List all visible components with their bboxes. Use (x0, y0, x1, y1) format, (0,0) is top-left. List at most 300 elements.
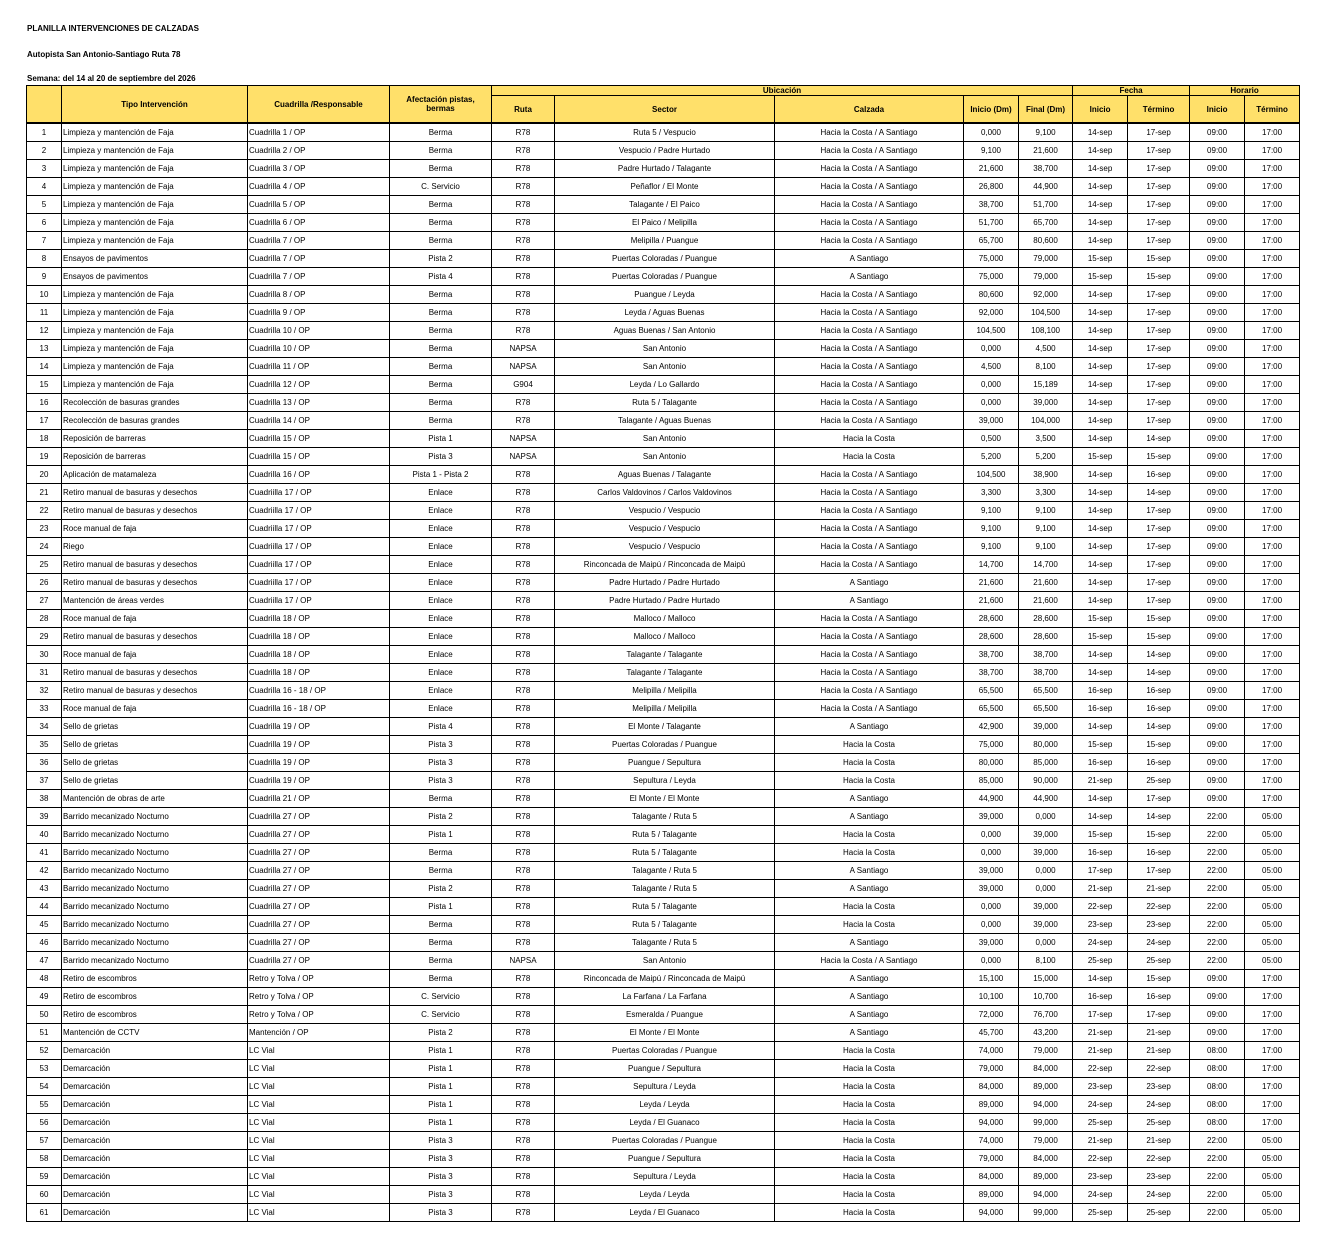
sector-cell: Malloco / Malloco (555, 610, 775, 628)
horario-inicio-cell: 09:00 (1190, 376, 1245, 394)
horario-termino-cell: 05:00 (1245, 916, 1300, 934)
inicio-dm-cell: 94,000 (964, 1204, 1019, 1222)
fecha-inicio-cell: 15-sep (1073, 628, 1128, 646)
calzada-cell: A Santiago (775, 862, 964, 880)
fecha-termino-cell: 15-sep (1128, 610, 1190, 628)
final-dm-cell: 39,000 (1019, 898, 1073, 916)
table-row (27, 538, 1300, 556)
horario-termino-cell: 17:00 (1245, 214, 1300, 232)
row-number: 37 (27, 772, 62, 790)
horario-inicio-cell: 22:00 (1190, 1150, 1245, 1168)
calzada-cell: Hacia la Costa / A Santiago (775, 556, 964, 574)
final-dm-cell: 39,000 (1019, 394, 1073, 412)
final-dm-cell: 0,000 (1019, 862, 1073, 880)
fecha-inicio-cell: 15-sep (1073, 448, 1128, 466)
ruta-cell: R78 (492, 898, 555, 916)
inicio-dm-cell: 21,600 (964, 592, 1019, 610)
sector-cell: Talagante / Aguas Buenas (555, 412, 775, 430)
cuadrilla-cell: LC Vial (248, 1042, 390, 1060)
ruta-cell: R78 (492, 196, 555, 214)
final-dm-cell: 90,000 (1019, 772, 1073, 790)
inicio-dm-cell: 0,000 (964, 844, 1019, 862)
table-row (27, 232, 1300, 250)
cuadrilla-cell: Cuadrilla 15 / OP (248, 448, 390, 466)
fecha-inicio-cell: 22-sep (1073, 1060, 1128, 1078)
final-dm-cell: 9,100 (1019, 502, 1073, 520)
tipo-cell: Riego (62, 538, 248, 556)
afectacion-cell: Pista 1 - Pista 2 (390, 466, 492, 484)
table-row (27, 412, 1300, 430)
fecha-inicio-cell: 14-sep (1073, 232, 1128, 250)
cuadrilla-cell: Cuadrilla 18 / OP (248, 664, 390, 682)
final-dm-cell: 84,000 (1019, 1150, 1073, 1168)
inicio-dm-cell: 0,000 (964, 916, 1019, 934)
sector-cell: Melipilla / Melipilla (555, 682, 775, 700)
ruta-cell: R78 (492, 556, 555, 574)
fecha-termino-cell: 17-sep (1128, 340, 1190, 358)
calzada-cell: A Santiago (775, 574, 964, 592)
final-dm-cell: 85,000 (1019, 754, 1073, 772)
tipo-cell: Ensayos de pavimentos (62, 268, 248, 286)
cuadrilla-cell: LC Vial (248, 1186, 390, 1204)
row-number: 7 (27, 232, 62, 250)
inicio-dm-cell: 38,700 (964, 196, 1019, 214)
calzada-cell: Hacia la Costa / A Santiago (775, 538, 964, 556)
row-number: 36 (27, 754, 62, 772)
horario-inicio-cell: 22:00 (1190, 1204, 1245, 1222)
fecha-termino-cell: 15-sep (1128, 268, 1190, 286)
cuadrilla-cell: Cuadriilla 17 / OP (248, 520, 390, 538)
document-title: PLANILLA INTERVENCIONES DE CALZADAS (27, 24, 200, 33)
sector-cell: Talagante / Talagante (555, 664, 775, 682)
table-row (27, 682, 1300, 700)
fecha-inicio-cell: 17-sep (1073, 1006, 1128, 1024)
cuadrilla-cell: Retro y Tolva / OP (248, 1006, 390, 1024)
tipo-cell: Demarcación (62, 1168, 248, 1186)
tipo-cell: Limpieza y mantención de Faja (62, 123, 248, 142)
inicio-dm-cell: 39,000 (964, 862, 1019, 880)
tipo-cell: Recolección de basuras grandes (62, 394, 248, 412)
fecha-inicio-cell: 14-sep (1073, 214, 1128, 232)
col-horario-termino-header: Término (1245, 96, 1300, 124)
horario-termino-cell: 17:00 (1245, 1078, 1300, 1096)
inicio-dm-cell: 75,000 (964, 736, 1019, 754)
inicio-dm-cell: 89,000 (964, 1186, 1019, 1204)
cuadrilla-cell: Cuadrilla 27 / OP (248, 826, 390, 844)
sector-cell: Puertas Coloradas / Puangue (555, 268, 775, 286)
ruta-cell: R78 (492, 1042, 555, 1060)
fecha-termino-cell: 17-sep (1128, 592, 1190, 610)
row-number: 16 (27, 394, 62, 412)
cuadrilla-cell: LC Vial (248, 1078, 390, 1096)
tipo-cell: Reposición de barreras (62, 448, 248, 466)
afectacion-cell: Berma (390, 214, 492, 232)
calzada-cell: Hacia la Costa / A Santiago (775, 466, 964, 484)
fecha-inicio-cell: 14-sep (1073, 466, 1128, 484)
sector-cell: Talagante / Talagante (555, 646, 775, 664)
horario-inicio-cell: 09:00 (1190, 196, 1245, 214)
afectacion-cell: Berma (390, 196, 492, 214)
final-dm-cell: 21,600 (1019, 574, 1073, 592)
cuadrilla-cell: Cuadriilla 17 / OP (248, 484, 390, 502)
fecha-termino-cell: 22-sep (1128, 898, 1190, 916)
cuadrilla-cell: LC Vial (248, 1132, 390, 1150)
horario-termino-cell: 17:00 (1245, 322, 1300, 340)
horario-termino-cell: 17:00 (1245, 430, 1300, 448)
table-row (27, 1150, 1300, 1168)
afectacion-cell: Pista 2 (390, 808, 492, 826)
fecha-inicio-cell: 14-sep (1073, 340, 1128, 358)
horario-inicio-cell: 22:00 (1190, 916, 1245, 934)
tipo-cell: Limpieza y mantención de Faja (62, 322, 248, 340)
sector-cell: Peñaflor / El Monte (555, 178, 775, 196)
row-number: 12 (27, 322, 62, 340)
horario-termino-cell: 17:00 (1245, 196, 1300, 214)
horario-termino-cell: 17:00 (1245, 1042, 1300, 1060)
cuadrilla-cell: Cuadrilla 15 / OP (248, 430, 390, 448)
calzada-cell: A Santiago (775, 718, 964, 736)
fecha-inicio-cell: 25-sep (1073, 1114, 1128, 1132)
final-dm-cell: 43,200 (1019, 1024, 1073, 1042)
fecha-termino-cell: 24-sep (1128, 1186, 1190, 1204)
table-row (27, 772, 1300, 790)
final-dm-cell: 3,500 (1019, 430, 1073, 448)
horario-termino-cell: 05:00 (1245, 808, 1300, 826)
row-number: 49 (27, 988, 62, 1006)
inicio-dm-cell: 9,100 (964, 142, 1019, 160)
horario-termino-cell: 17:00 (1245, 1024, 1300, 1042)
horario-termino-cell: 05:00 (1245, 880, 1300, 898)
final-dm-cell: 10,700 (1019, 988, 1073, 1006)
horario-inicio-cell: 09:00 (1190, 520, 1245, 538)
ruta-cell: G904 (492, 376, 555, 394)
sector-cell: Ruta 5 / Talagante (555, 916, 775, 934)
horario-inicio-cell: 09:00 (1190, 214, 1245, 232)
cuadrilla-cell: Cuadrilla 21 / OP (248, 790, 390, 808)
inicio-dm-cell: 38,700 (964, 664, 1019, 682)
inicio-dm-cell: 65,500 (964, 700, 1019, 718)
afectacion-cell: Pista 4 (390, 718, 492, 736)
afectacion-cell: Pista 3 (390, 772, 492, 790)
horario-inicio-cell: 09:00 (1190, 502, 1245, 520)
inicio-dm-cell: 0,000 (964, 898, 1019, 916)
fecha-termino-cell: 17-sep (1128, 178, 1190, 196)
cuadrilla-cell: Cuadriilla 17 / OP (248, 556, 390, 574)
afectacion-cell: Berma (390, 322, 492, 340)
row-number: 43 (27, 880, 62, 898)
sector-cell: Vespucio / Vespucio (555, 538, 775, 556)
afectacion-cell: Pista 2 (390, 880, 492, 898)
final-dm-cell: 94,000 (1019, 1186, 1073, 1204)
fecha-inicio-cell: 14-sep (1073, 502, 1128, 520)
fecha-termino-cell: 24-sep (1128, 1096, 1190, 1114)
row-number: 35 (27, 736, 62, 754)
fecha-inicio-cell: 14-sep (1073, 718, 1128, 736)
ruta-cell: R78 (492, 412, 555, 430)
final-dm-cell: 38,900 (1019, 466, 1073, 484)
fecha-termino-cell: 16-sep (1128, 754, 1190, 772)
row-number: 50 (27, 1006, 62, 1024)
horario-termino-cell: 17:00 (1245, 268, 1300, 286)
calzada-cell: Hacia la Costa / A Santiago (775, 682, 964, 700)
sector-cell: El Paico / Melipilla (555, 214, 775, 232)
calzada-cell: Hacia la Costa / A Santiago (775, 214, 964, 232)
table-row (27, 1204, 1300, 1222)
calzada-cell: A Santiago (775, 808, 964, 826)
calzada-cell: A Santiago (775, 988, 964, 1006)
horario-termino-cell: 17:00 (1245, 610, 1300, 628)
horario-inicio-cell: 09:00 (1190, 178, 1245, 196)
horario-inicio-cell: 09:00 (1190, 394, 1245, 412)
horario-termino-cell: 05:00 (1245, 934, 1300, 952)
table-row (27, 394, 1300, 412)
final-dm-cell: 0,000 (1019, 808, 1073, 826)
afectacion-cell: Berma (390, 412, 492, 430)
sector-cell: San Antonio (555, 430, 775, 448)
final-dm-cell: 39,000 (1019, 844, 1073, 862)
col-cuadrilla-header: Cuadrilla /Responsable (248, 86, 390, 124)
afectacion-cell: Pista 2 (390, 1024, 492, 1042)
sector-cell: Puertas Coloradas / Puangue (555, 1042, 775, 1060)
calzada-cell: Hacia la Costa / A Santiago (775, 952, 964, 970)
horario-termino-cell: 17:00 (1245, 556, 1300, 574)
horario-inicio-cell: 09:00 (1190, 682, 1245, 700)
final-dm-cell: 28,600 (1019, 628, 1073, 646)
fecha-inicio-cell: 15-sep (1073, 268, 1128, 286)
row-number: 4 (27, 178, 62, 196)
calzada-cell: Hacia la Costa (775, 448, 964, 466)
col-ruta-header: Ruta (492, 96, 555, 124)
sector-cell: Leyda / Lo Gallardo (555, 376, 775, 394)
inicio-dm-cell: 38,700 (964, 646, 1019, 664)
row-number: 60 (27, 1186, 62, 1204)
inicio-dm-cell: 14,700 (964, 556, 1019, 574)
ruta-cell: R78 (492, 1060, 555, 1078)
table-header-row-1 (27, 86, 1300, 96)
sector-cell: Leyda / El Guanaco (555, 1204, 775, 1222)
table-row (27, 142, 1300, 160)
row-number: 38 (27, 790, 62, 808)
final-dm-cell: 79,000 (1019, 1132, 1073, 1150)
afectacion-cell: Berma (390, 790, 492, 808)
sector-cell: Ruta 5 / Talagante (555, 826, 775, 844)
horario-inicio-cell: 09:00 (1190, 232, 1245, 250)
cuadrilla-cell: Cuadrilla 7 / OP (248, 250, 390, 268)
sector-cell: Puertas Coloradas / Puangue (555, 736, 775, 754)
tipo-cell: Limpieza y mantención de Faja (62, 214, 248, 232)
group-ubicacion-header: Ubicación (492, 86, 1073, 96)
fecha-termino-cell: 17-sep (1128, 322, 1190, 340)
cuadrilla-cell: Cuadrilla 13 / OP (248, 394, 390, 412)
cuadrilla-cell: LC Vial (248, 1168, 390, 1186)
row-number: 23 (27, 520, 62, 538)
inicio-dm-cell: 44,900 (964, 790, 1019, 808)
row-number: 24 (27, 538, 62, 556)
sector-cell: Padre Hurtado / Padre Hurtado (555, 574, 775, 592)
fecha-inicio-cell: 22-sep (1073, 898, 1128, 916)
tipo-cell: Mantención de obras de arte (62, 790, 248, 808)
inicio-dm-cell: 0,000 (964, 123, 1019, 142)
ruta-cell: R78 (492, 916, 555, 934)
horario-inicio-cell: 09:00 (1190, 160, 1245, 178)
fecha-termino-cell: 21-sep (1128, 1132, 1190, 1150)
fecha-inicio-cell: 15-sep (1073, 250, 1128, 268)
horario-inicio-cell: 09:00 (1190, 574, 1245, 592)
horario-termino-cell: 17:00 (1245, 286, 1300, 304)
fecha-inicio-cell: 25-sep (1073, 1204, 1128, 1222)
fecha-inicio-cell: 22-sep (1073, 1150, 1128, 1168)
row-number: 41 (27, 844, 62, 862)
fecha-termino-cell: 17-sep (1128, 574, 1190, 592)
afectacion-cell: Enlace (390, 610, 492, 628)
inicio-dm-cell: 80,000 (964, 754, 1019, 772)
inicio-dm-cell: 10,100 (964, 988, 1019, 1006)
sector-cell: Leyda / Leyda (555, 1186, 775, 1204)
table-row (27, 123, 1300, 142)
horario-inicio-cell: 09:00 (1190, 646, 1245, 664)
table-row (27, 592, 1300, 610)
fecha-inicio-cell: 24-sep (1073, 934, 1128, 952)
cuadrilla-cell: Cuadrilla 27 / OP (248, 844, 390, 862)
inicio-dm-cell: 42,900 (964, 718, 1019, 736)
cuadrilla-cell: Cuadrilla 11 / OP (248, 358, 390, 376)
calzada-cell: Hacia la Costa (775, 1150, 964, 1168)
ruta-cell: R78 (492, 736, 555, 754)
calzada-cell: A Santiago (775, 970, 964, 988)
calzada-cell: Hacia la Costa (775, 916, 964, 934)
horario-inicio-cell: 09:00 (1190, 538, 1245, 556)
tipo-cell: Limpieza y mantención de Faja (62, 286, 248, 304)
table-row (27, 844, 1300, 862)
cuadrilla-cell: Cuadrilla 14 / OP (248, 412, 390, 430)
row-number: 42 (27, 862, 62, 880)
calzada-cell: Hacia la Costa / A Santiago (775, 610, 964, 628)
cuadrilla-cell: Cuadrilla 18 / OP (248, 610, 390, 628)
cuadrilla-cell: Cuadrilla 27 / OP (248, 898, 390, 916)
cuadrilla-cell: Retro y Tolva / OP (248, 970, 390, 988)
inicio-dm-cell: 26,800 (964, 178, 1019, 196)
sector-cell: San Antonio (555, 952, 775, 970)
table-row (27, 826, 1300, 844)
fecha-inicio-cell: 14-sep (1073, 160, 1128, 178)
afectacion-cell: Enlace (390, 682, 492, 700)
table-row (27, 1060, 1300, 1078)
tipo-cell: Barrido mecanizado Nocturno (62, 862, 248, 880)
horario-inicio-cell: 08:00 (1190, 1114, 1245, 1132)
fecha-termino-cell: 22-sep (1128, 1060, 1190, 1078)
cuadrilla-cell: Cuadrilla 16 - 18 / OP (248, 682, 390, 700)
cuadrilla-cell: Cuadrilla 12 / OP (248, 376, 390, 394)
afectacion-cell: Pista 1 (390, 1042, 492, 1060)
cuadrilla-cell: Retro y Tolva / OP (248, 988, 390, 1006)
tipo-cell: Barrido mecanizado Nocturno (62, 952, 248, 970)
horario-inicio-cell: 09:00 (1190, 592, 1245, 610)
fecha-inicio-cell: 14-sep (1073, 322, 1128, 340)
final-dm-cell: 38,700 (1019, 664, 1073, 682)
ruta-cell: NAPSA (492, 358, 555, 376)
fecha-termino-cell: 17-sep (1128, 556, 1190, 574)
tipo-cell: Aplicación de matamaleza (62, 466, 248, 484)
calzada-cell: Hacia la Costa (775, 1114, 964, 1132)
fecha-termino-cell: 17-sep (1128, 358, 1190, 376)
ruta-cell: R78 (492, 700, 555, 718)
tipo-cell: Demarcación (62, 1078, 248, 1096)
fecha-termino-cell: 14-sep (1128, 664, 1190, 682)
final-dm-cell: 51,700 (1019, 196, 1073, 214)
row-number: 5 (27, 196, 62, 214)
row-number: 32 (27, 682, 62, 700)
horario-inicio-cell: 09:00 (1190, 286, 1245, 304)
horario-inicio-cell: 22:00 (1190, 1132, 1245, 1150)
horario-termino-cell: 05:00 (1245, 1168, 1300, 1186)
afectacion-cell: Pista 1 (390, 826, 492, 844)
row-number: 15 (27, 376, 62, 394)
fecha-inicio-cell: 21-sep (1073, 1042, 1128, 1060)
sector-cell: Vespucio / Vespucio (555, 520, 775, 538)
ruta-cell: R78 (492, 1024, 555, 1042)
final-dm-cell: 84,000 (1019, 1060, 1073, 1078)
ruta-cell: NAPSA (492, 448, 555, 466)
ruta-cell: R78 (492, 592, 555, 610)
afectacion-cell: Enlace (390, 628, 492, 646)
horario-termino-cell: 17:00 (1245, 538, 1300, 556)
final-dm-cell: 8,100 (1019, 358, 1073, 376)
table-row (27, 160, 1300, 178)
inicio-dm-cell: 74,000 (964, 1042, 1019, 1060)
afectacion-cell: Pista 3 (390, 1186, 492, 1204)
final-dm-cell: 8,100 (1019, 952, 1073, 970)
horario-termino-cell: 17:00 (1245, 1096, 1300, 1114)
sector-cell: Melipilla / Melipilla (555, 700, 775, 718)
cuadrilla-cell: LC Vial (248, 1096, 390, 1114)
tipo-cell: Demarcación (62, 1204, 248, 1222)
fecha-termino-cell: 17-sep (1128, 1006, 1190, 1024)
tipo-cell: Limpieza y mantención de Faja (62, 232, 248, 250)
fecha-termino-cell: 22-sep (1128, 1150, 1190, 1168)
table-row (27, 718, 1300, 736)
final-dm-cell: 0,000 (1019, 880, 1073, 898)
final-dm-cell: 65,700 (1019, 214, 1073, 232)
fecha-inicio-cell: 14-sep (1073, 484, 1128, 502)
horario-termino-cell: 05:00 (1245, 1132, 1300, 1150)
inicio-dm-cell: 39,000 (964, 934, 1019, 952)
horario-termino-cell: 17:00 (1245, 1060, 1300, 1078)
calzada-cell: A Santiago (775, 250, 964, 268)
sector-cell: Leyda / Leyda (555, 1096, 775, 1114)
fecha-termino-cell: 24-sep (1128, 934, 1190, 952)
sector-cell: San Antonio (555, 340, 775, 358)
afectacion-cell: Berma (390, 358, 492, 376)
horario-inicio-cell: 09:00 (1190, 988, 1245, 1006)
fecha-inicio-cell: 24-sep (1073, 1096, 1128, 1114)
table-row (27, 322, 1300, 340)
tipo-cell: Retiro manual de basuras y desechos (62, 628, 248, 646)
afectacion-cell: Berma (390, 970, 492, 988)
fecha-termino-cell: 23-sep (1128, 916, 1190, 934)
afectacion-cell: Berma (390, 952, 492, 970)
inicio-dm-cell: 9,100 (964, 502, 1019, 520)
tipo-cell: Sello de grietas (62, 754, 248, 772)
fecha-termino-cell: 17-sep (1128, 502, 1190, 520)
horario-termino-cell: 05:00 (1245, 1204, 1300, 1222)
table-row (27, 1186, 1300, 1204)
horario-inicio-cell: 09:00 (1190, 772, 1245, 790)
table-row (27, 700, 1300, 718)
calzada-cell: Hacia la Costa / A Santiago (775, 700, 964, 718)
ruta-cell: R78 (492, 1168, 555, 1186)
row-number: 10 (27, 286, 62, 304)
row-number: 39 (27, 808, 62, 826)
